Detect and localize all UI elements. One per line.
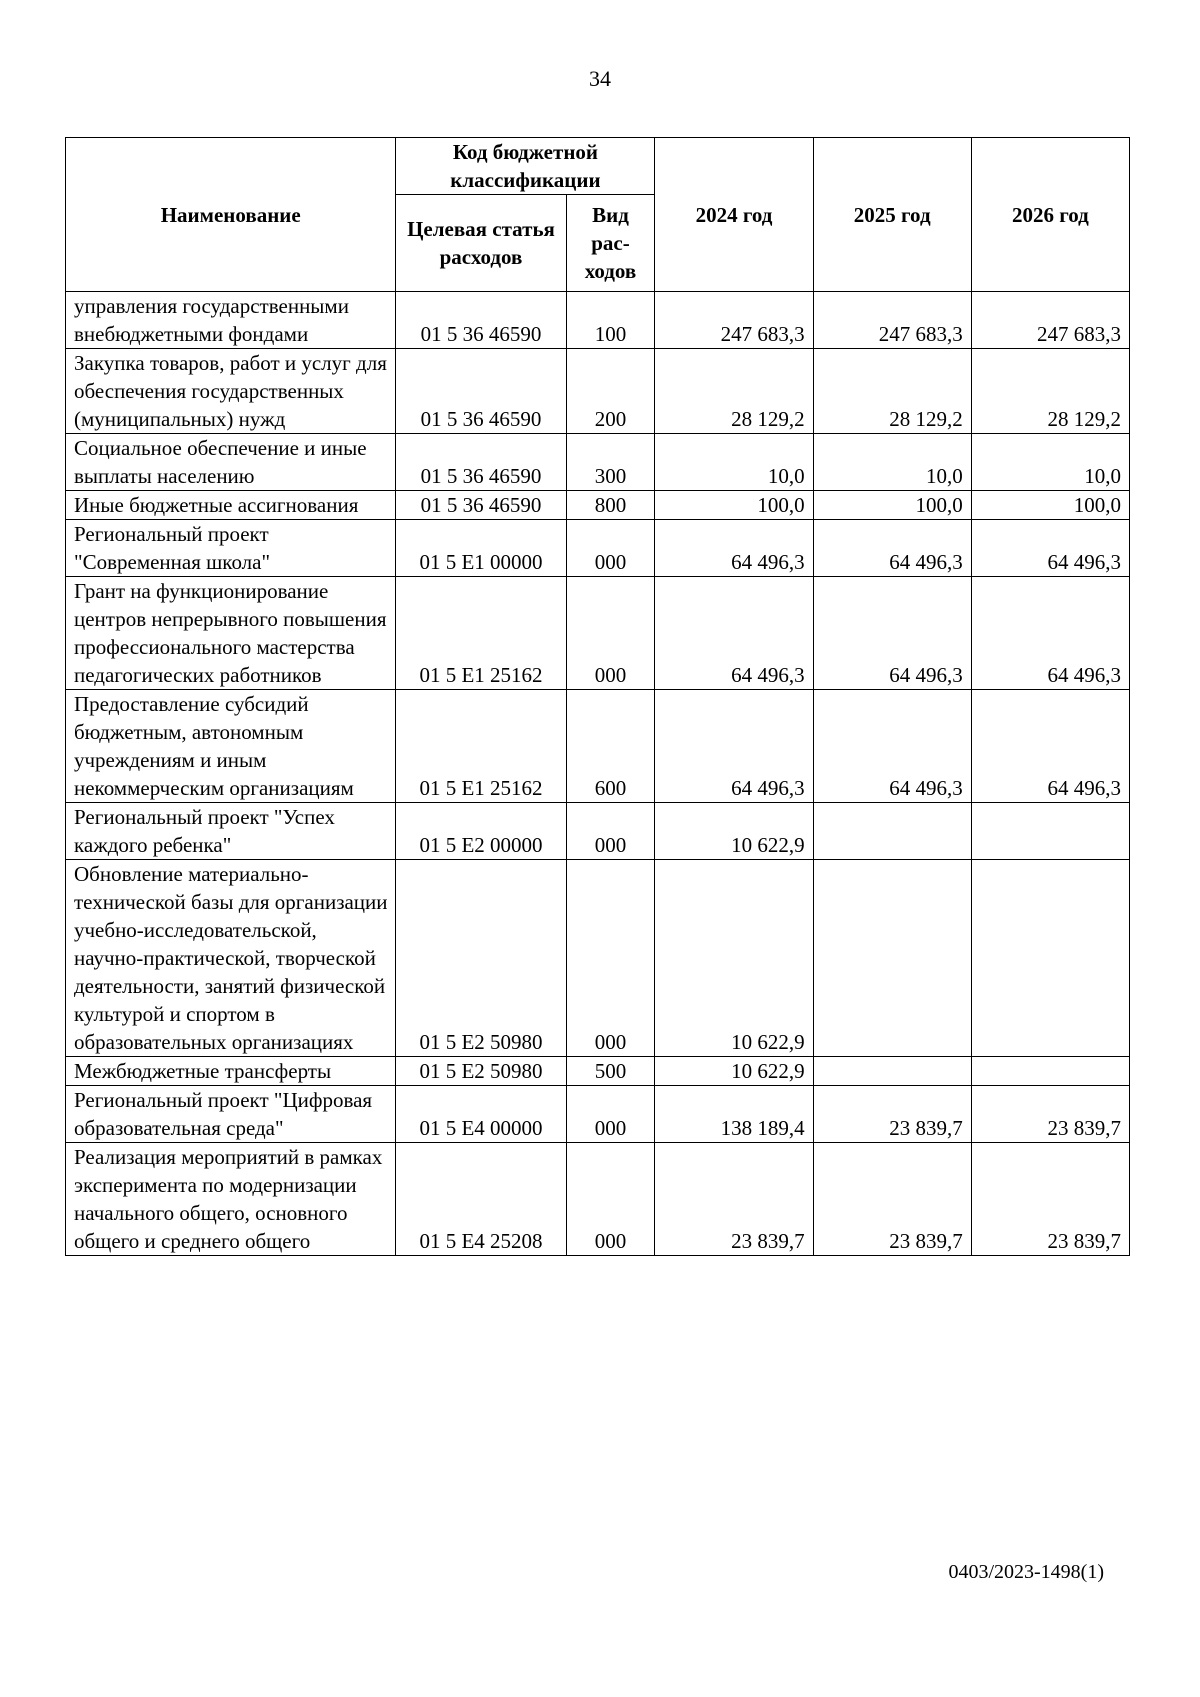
cell-expense-type: 000 xyxy=(566,1143,655,1256)
cell-name: Грант на функционирование центров непрерывного повышения профессионального мастерства педагогических работников xyxy=(66,577,396,690)
cell-target-article: 01 5 E2 00000 xyxy=(396,803,566,860)
cell-expense-type: 000 xyxy=(566,803,655,860)
cell-expense-type: 000 xyxy=(566,577,655,690)
cell-target-article: 01 5 E2 50980 xyxy=(396,1057,566,1086)
cell-2025: 64 496,3 xyxy=(813,577,971,690)
cell-2026: 64 496,3 xyxy=(971,577,1129,690)
cell-target-article: 01 5 E2 50980 xyxy=(396,860,566,1057)
cell-2026 xyxy=(971,860,1129,1057)
cell-name: Обновление материально-технической базы для организации учебно-исследовательской, научно-практической, творческой деятельности, занятий физической культурой и спортом в образовательных организациях xyxy=(66,860,396,1057)
cell-expense-type: 500 xyxy=(566,1057,655,1086)
table-row xyxy=(66,1086,1130,1143)
table-row xyxy=(66,292,1130,349)
cell-2026: 247 683,3 xyxy=(971,292,1129,349)
cell-2025: 64 496,3 xyxy=(813,520,971,577)
cell-2025: 100,0 xyxy=(813,491,971,520)
cell-2025: 23 839,7 xyxy=(813,1086,971,1143)
header-target-article: Целевая статья расходов xyxy=(396,195,566,292)
cell-2025: 247 683,3 xyxy=(813,292,971,349)
cell-2024: 23 839,7 xyxy=(655,1143,813,1256)
table-row xyxy=(66,803,1130,860)
cell-2024: 10 622,9 xyxy=(655,860,813,1057)
budget-table xyxy=(65,137,1130,1256)
cell-name: Межбюджетные трансферты xyxy=(66,1057,396,1086)
cell-expense-type: 100 xyxy=(566,292,655,349)
cell-2024: 138 189,4 xyxy=(655,1086,813,1143)
cell-2025: 23 839,7 xyxy=(813,1143,971,1256)
header-2024: 2024 год xyxy=(655,138,813,292)
cell-2025: 28 129,2 xyxy=(813,349,971,434)
cell-target-article: 01 5 E1 00000 xyxy=(396,520,566,577)
table-row xyxy=(66,690,1130,803)
table-row xyxy=(66,860,1130,1057)
cell-2024: 10,0 xyxy=(655,434,813,491)
page-number: 34 xyxy=(589,66,611,91)
header-expense-type: Вид рас-ходов xyxy=(566,195,655,292)
cell-expense-type: 000 xyxy=(566,860,655,1057)
document-id: 0403/2023-1498(1) xyxy=(948,1561,1104,1583)
table-row xyxy=(66,577,1130,690)
cell-name: управления государственными внебюджетными фондами xyxy=(66,292,396,349)
cell-name: Предоставление субсидий бюджетным, автономным учреждениям и иным некоммерческим организациям xyxy=(66,690,396,803)
cell-expense-type: 000 xyxy=(566,520,655,577)
cell-name: Региональный проект "Современная школа" xyxy=(66,520,396,577)
cell-2024: 10 622,9 xyxy=(655,1057,813,1086)
header-name: Наименование xyxy=(66,138,396,292)
cell-2026: 23 839,7 xyxy=(971,1086,1129,1143)
header-2025: 2025 год xyxy=(813,138,971,292)
cell-name: Социальное обеспечение и иные выплаты населению xyxy=(66,434,396,491)
cell-target-article: 01 5 E4 25208 xyxy=(396,1143,566,1256)
cell-expense-type: 000 xyxy=(566,1086,655,1143)
cell-2025 xyxy=(813,1057,971,1086)
cell-2024: 64 496,3 xyxy=(655,520,813,577)
cell-2026: 10,0 xyxy=(971,434,1129,491)
table-row xyxy=(66,1057,1130,1086)
cell-2024: 64 496,3 xyxy=(655,577,813,690)
table-row xyxy=(66,1143,1130,1256)
cell-2026: 23 839,7 xyxy=(971,1143,1129,1256)
cell-2025: 10,0 xyxy=(813,434,971,491)
cell-2026: 28 129,2 xyxy=(971,349,1129,434)
cell-target-article: 01 5 36 46590 xyxy=(396,349,566,434)
cell-2025 xyxy=(813,860,971,1057)
header-2026: 2026 год xyxy=(971,138,1129,292)
cell-2024: 247 683,3 xyxy=(655,292,813,349)
cell-2025: 64 496,3 xyxy=(813,690,971,803)
cell-2024: 64 496,3 xyxy=(655,690,813,803)
cell-expense-type: 800 xyxy=(566,491,655,520)
cell-2024: 28 129,2 xyxy=(655,349,813,434)
cell-name: Региональный проект "Успех каждого ребенка" xyxy=(66,803,396,860)
cell-target-article: 01 5 E4 00000 xyxy=(396,1086,566,1143)
header-row-1 xyxy=(66,138,1130,195)
cell-2026 xyxy=(971,803,1129,860)
cell-2024: 100,0 xyxy=(655,491,813,520)
cell-name: Закупка товаров, работ и услуг для обеспечения государственных (муниципальных) нужд xyxy=(66,349,396,434)
cell-expense-type: 200 xyxy=(566,349,655,434)
header-kbk: Код бюджетной классификации xyxy=(396,138,655,195)
table-row xyxy=(66,491,1130,520)
table-row xyxy=(66,434,1130,491)
cell-2026 xyxy=(971,1057,1129,1086)
cell-target-article: 01 5 36 46590 xyxy=(396,434,566,491)
cell-target-article: 01 5 36 46590 xyxy=(396,491,566,520)
cell-2026: 100,0 xyxy=(971,491,1129,520)
cell-2025 xyxy=(813,803,971,860)
cell-target-article: 01 5 36 46590 xyxy=(396,292,566,349)
cell-name: Иные бюджетные ассигнования xyxy=(66,491,396,520)
cell-name: Реализация мероприятий в рамках эксперимента по модернизации начального общего, основного общего и среднего общего xyxy=(66,1143,396,1256)
cell-target-article: 01 5 E1 25162 xyxy=(396,690,566,803)
table-row xyxy=(66,520,1130,577)
cell-expense-type: 300 xyxy=(566,434,655,491)
cell-2026: 64 496,3 xyxy=(971,690,1129,803)
cell-expense-type: 600 xyxy=(566,690,655,803)
cell-name: Региональный проект "Цифровая образовательная среда" xyxy=(66,1086,396,1143)
cell-2024: 10 622,9 xyxy=(655,803,813,860)
cell-2026: 64 496,3 xyxy=(971,520,1129,577)
table-body xyxy=(66,292,1130,1256)
cell-target-article: 01 5 E1 25162 xyxy=(396,577,566,690)
table-row xyxy=(66,349,1130,434)
